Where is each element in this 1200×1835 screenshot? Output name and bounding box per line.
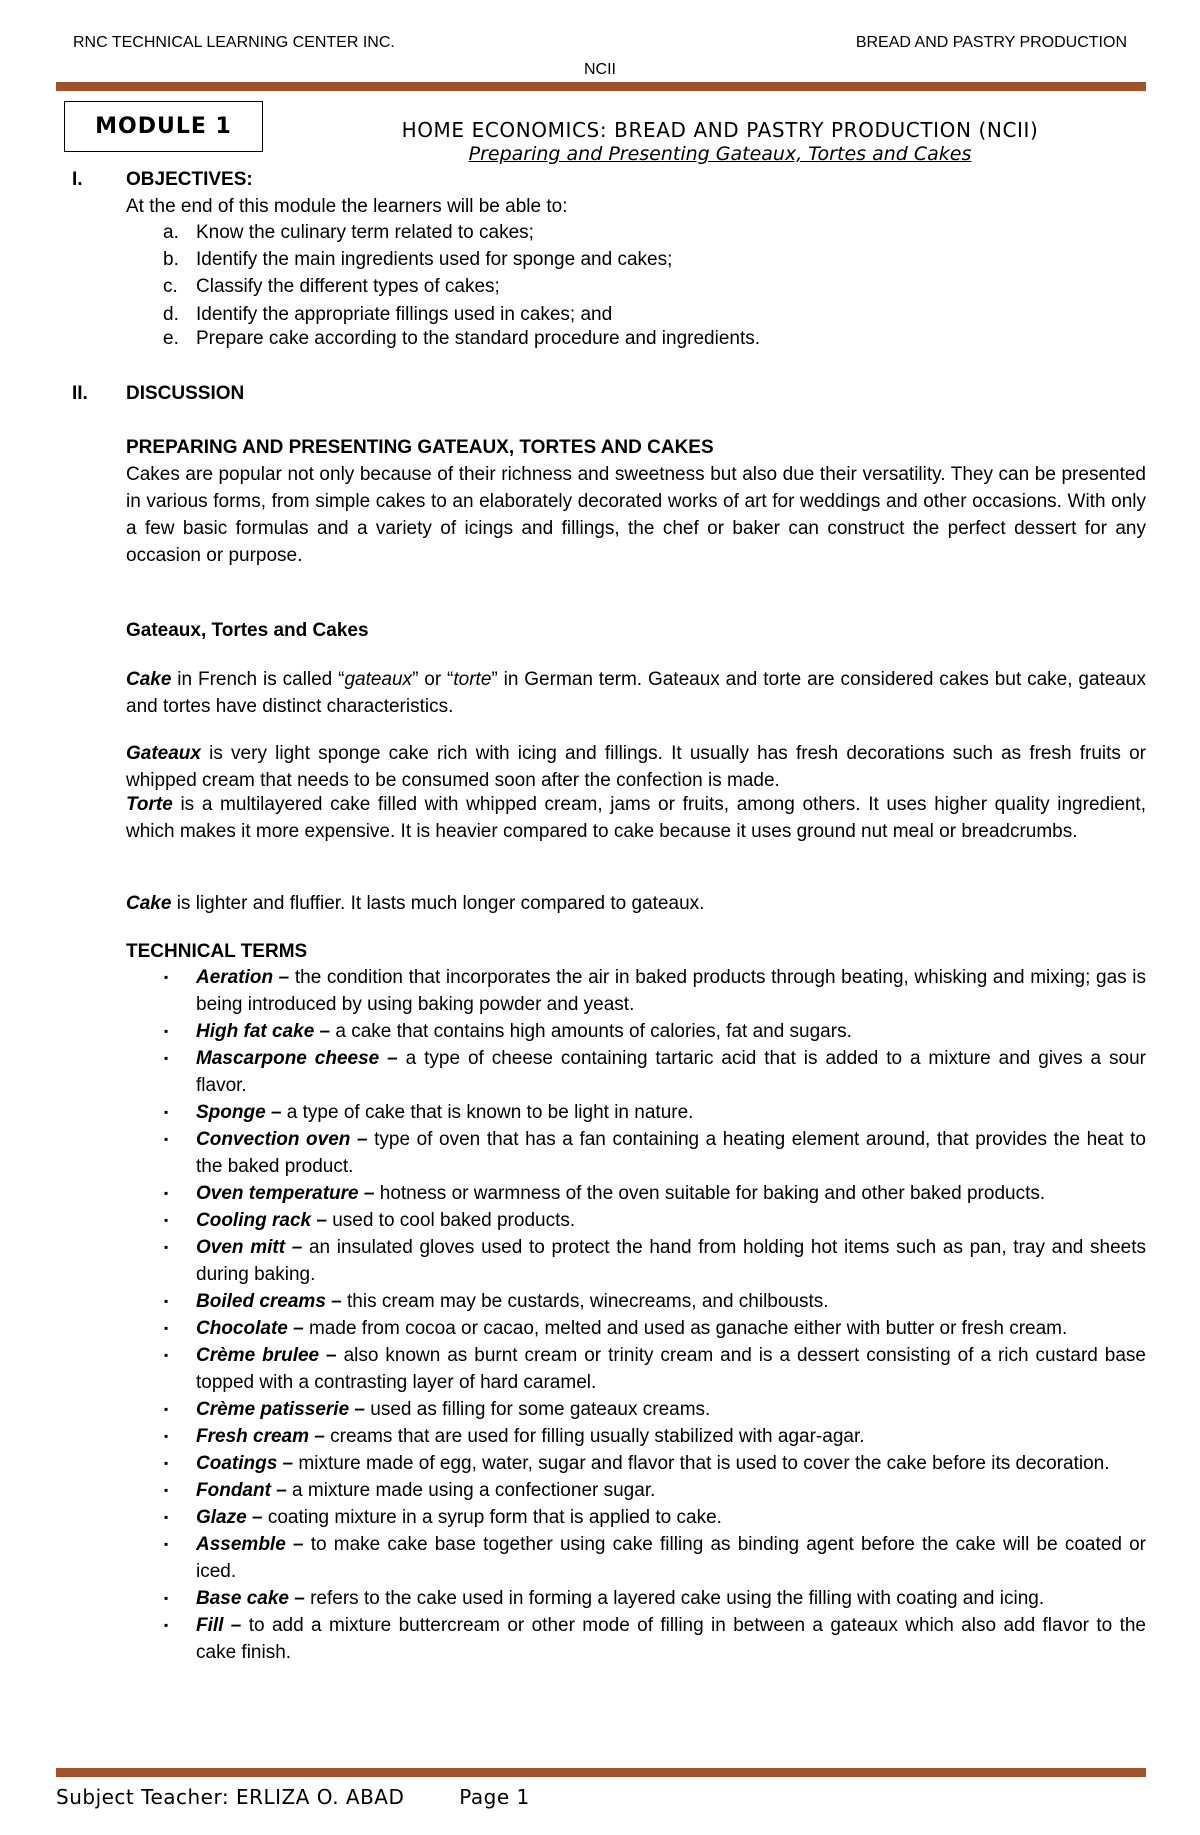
term-description: this cream may be custards, winecreams, and chilbousts. [341,1291,829,1312]
bullet-icon: ▪ [164,1591,169,1605]
document-title: HOME ECONOMICS: BREAD AND PASTRY PRODUCTION (NCII) [401,118,1039,142]
footer-teacher: Subject Teacher: ERLIZA O. ABAD [56,1785,405,1809]
term-name: Mascarpone cheese – [196,1048,398,1069]
term-item [164,1450,1146,1477]
term-item [164,1585,1146,1612]
term-description: to make cake base together using cake filling as binding agent before the cake will be coated or iced. [196,1534,1146,1582]
discussion-intro: Cakes are popular not only because of their richness and sweetness but also due their versatility. They can be presented in various forms, from simple cakes to an elaborately decorated works of art for weddings and other occasions. With only a few basic formulas and a variety of icings and fillings, the chef or baker can construct the perfect dessert for any occasion or purpose. [126,464,1146,566]
term-name: Crème brulee – [196,1345,337,1366]
term-description: a type of cake that is known to be light in nature. [281,1102,694,1123]
term-name: High fat cake – [196,1021,331,1042]
term-cake: Cake [126,669,172,690]
torte-def-text: is a multilayered cake filled with whipped cream, jams or fruits, among others. It uses higher quality ingredient, which makes it more expensive. It is heavier compared to cake because it uses ground nut meal or breadcrumbs. [126,794,1146,842]
term-item [164,1315,1146,1342]
bullet-icon: ▪ [164,1456,169,1470]
discussion-subheading: PREPARING AND PRESENTING GATEAUX, TORTES AND CAKES [126,437,714,458]
bullet-icon: ▪ [164,1348,169,1362]
term-name: Assemble – [196,1534,304,1555]
cake-lighter-definition [126,890,1146,917]
term-description: type of oven that has a fan containing a heating element around, that provides the heat to the baked product. [196,1129,1146,1177]
bullet-icon: ▪ [164,970,169,984]
bullet-icon: ▪ [164,1213,169,1227]
term-gateaux: Gateaux [126,743,201,764]
term-description: a cake that contains high amounts of calories, fat and sugars. [330,1021,852,1042]
term-item [164,1477,1146,1504]
term-item [164,1612,1146,1666]
term-item [164,1531,1146,1585]
term-description: used as filling for some gateaux creams. [365,1399,711,1420]
term-item [164,1099,1146,1126]
cake-def-text-1: in French is called “ [171,669,345,690]
term-item [164,1342,1146,1396]
cake-definition [126,666,1146,720]
term-name: Fill – [196,1615,242,1636]
objective-item: Identify the appropriate fillings used in cakes; and [196,304,613,325]
term-name: Base cake – [196,1588,305,1609]
term-name: Chocolate – [196,1318,304,1339]
header-level: NCII [584,61,616,78]
bullet-icon: ▪ [164,1105,169,1119]
gateaux-def-text: is very light sponge cake rich with icing and fillings. It usually has fresh decorations such as fresh fruits or whipped cream that needs to be consumed soon after the confection is made. [126,743,1146,791]
term-torte: Torte [126,794,173,815]
technical-terms-heading: TECHNICAL TERMS [126,941,308,962]
term-description: hotness or warmness of the oven suitable for baking and other baked products. [374,1183,1046,1204]
torte-definition [126,791,1146,845]
footer [56,1785,530,1809]
term-item [164,1288,1146,1315]
term-name: Glaze – [196,1507,263,1528]
bullet-icon: ▪ [164,1483,169,1497]
term-description: coating mixture in a syrup form that is applied to cake. [262,1507,722,1528]
objective-item: Identify the main ingredients used for sponge and cakes; [196,249,673,270]
footer-rule [56,1768,1146,1777]
torte-word: torte [453,669,492,690]
cake2-def-text: is lighter and fluffier. It lasts much longer compared to gateaux. [171,893,705,914]
term-name: Oven temperature – [196,1183,375,1204]
term-item [164,1396,1146,1423]
term-description: creams that are used for filling usually stabilized with agar-agar. [324,1426,865,1447]
bullet-icon: ▪ [164,1321,169,1335]
term-name: Aeration – [196,967,290,988]
bullet-icon: ▪ [164,1402,169,1416]
term-item [164,1018,1146,1045]
discussion-heading: DISCUSSION [126,383,245,404]
term-name: Oven mitt – [196,1237,303,1258]
objective-item: Classify the different types of cakes; [196,276,500,297]
header-rule [56,82,1146,91]
term-item [164,1126,1146,1180]
header-organization: RNC TECHNICAL LEARNING CENTER INC. [73,34,395,51]
cake-def-text-3: ” in German term. Gateaux and torte are considered cakes but cake, gateaux and tortes have distinct characteristics. [126,669,1147,717]
cake-def-text-2: ” or “ [412,669,454,690]
term-item [164,1504,1146,1531]
objective-letter: b. [163,249,179,270]
bullet-icon: ▪ [164,1024,169,1038]
objectives-number: I. [72,169,83,190]
objectives-intro: At the end of this module the learners will be able to: [126,196,568,217]
discussion-number: II. [72,383,88,404]
objective-letter: c. [163,276,178,297]
bullet-icon: ▪ [164,1294,169,1308]
objective-letter: d. [163,304,179,325]
term-name: Fresh cream – [196,1426,325,1447]
term-description: an insulated gloves used to protect the hand from holding hot items such as pan, tray and sheets during baking. [196,1237,1146,1285]
objectives-heading: OBJECTIVES: [126,169,253,190]
bullet-icon: ▪ [164,1240,169,1254]
technical-terms-list [0,964,1200,1666]
bullet-icon: ▪ [164,1132,169,1146]
bullet-icon: ▪ [164,1051,169,1065]
term-item [164,1234,1146,1288]
term-name: Boiled creams – [196,1291,342,1312]
term-item [164,1045,1146,1099]
bullet-icon: ▪ [164,1618,169,1632]
term-description: used to cool baked products. [326,1210,576,1231]
term-name: Sponge – [196,1102,282,1123]
term-name: Coatings – [196,1453,294,1474]
bullet-icon: ▪ [164,1537,169,1551]
term-item [164,1207,1146,1234]
term-item [164,964,1146,1018]
objective-item: Know the culinary term related to cakes; [196,222,534,243]
gtc-heading: Gateaux, Tortes and Cakes [126,620,369,641]
gateaux-word: gateaux [344,669,413,690]
term-description: the condition that incorporates the air in baked products through beating, whisking and mixing; gas is being introduced by using baking powder and yeast. [196,967,1146,1015]
bullet-icon: ▪ [164,1186,169,1200]
bullet-icon: ▪ [164,1429,169,1443]
term-name: Convection oven – [196,1129,368,1150]
objective-letter: a. [163,222,179,243]
term-description: a type of cheese containing tartaric acid that is added to a mixture and gives a sour flavor. [196,1048,1146,1096]
term-description: made from cocoa or cacao, melted and used as ganache either with butter or fresh cream. [303,1318,1068,1339]
objective-letter: e. [163,328,179,349]
term-item [164,1423,1146,1450]
term-description: a mixture made using a confectioner sugar. [286,1480,656,1501]
term-item [164,1180,1146,1207]
term-name: Crème patisserie – [196,1399,365,1420]
header-course: BREAD AND PASTRY PRODUCTION [855,34,1127,51]
term-name: Cooling rack – [196,1210,327,1231]
gateaux-definition [126,740,1146,794]
term-description: mixture made of egg, water, sugar and flavor that is used to cover the cake before its decoration. [293,1453,1110,1474]
term-description: refers to the cake used in forming a layered cake using the filling with coating and icing. [304,1588,1045,1609]
term-cake-2: Cake [126,893,172,914]
module-label: MODULE 1 [64,101,263,152]
bullet-icon: ▪ [164,1510,169,1524]
footer-page: Page 1 [459,1785,530,1809]
document-subtitle: Preparing and Presenting Gateaux, Tortes and Cakes [468,143,972,165]
term-name: Fondant – [196,1480,287,1501]
term-description: also known as burnt cream or trinity cream and is a dessert consisting of a rich custard base topped with a contrasting layer of hard caramel. [196,1345,1146,1393]
term-description: to add a mixture buttercream or other mode of filling in between a gateaux which also add flavor to the cake finish. [196,1615,1146,1663]
objective-item: Prepare cake according to the standard procedure and ingredients. [196,328,761,349]
